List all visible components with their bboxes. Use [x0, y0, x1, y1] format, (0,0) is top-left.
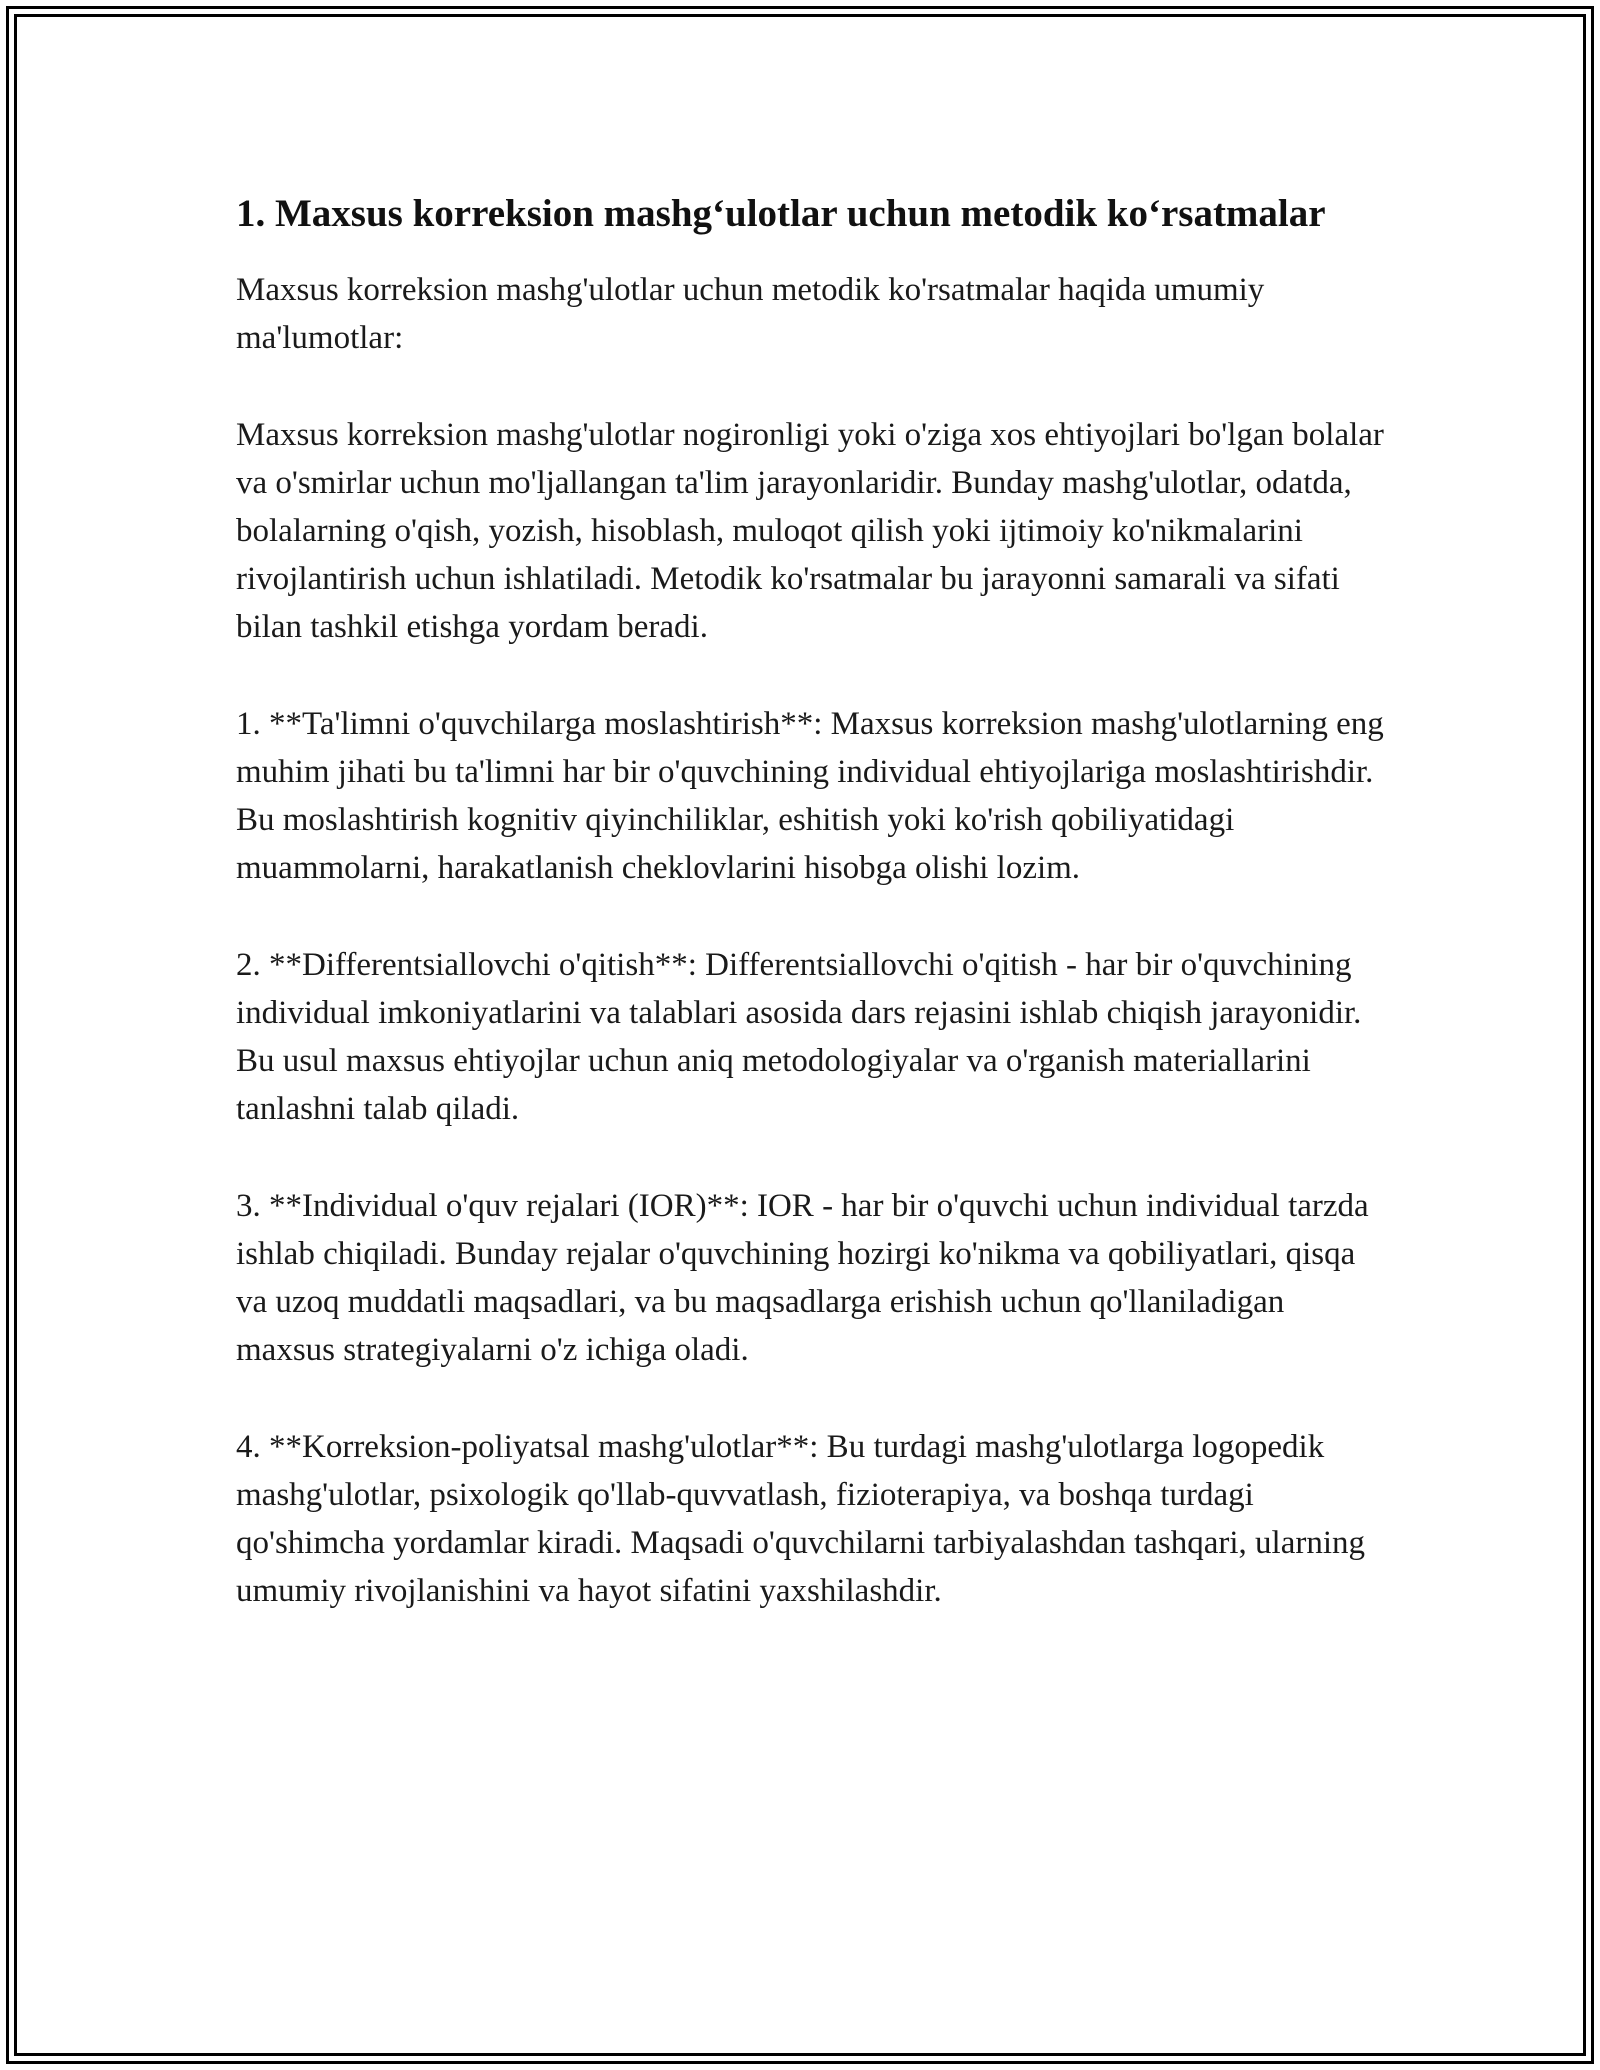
intro-paragraph: Maxsus korreksion mashg'ulotlar uchun metodik ko'rsatmalar haqida umumiy ma'lumotlar: — [236, 272, 1265, 357]
item-4-paragraph: 4. **Korreksion-poliyatsal mashg'ulotlar**: Bu turdagi mashg'ulotlarga logopedik mashg'ulotlar, psixologik qo'llab-quvvatlash, fizioterapiya, va boshqa turdagi qo'shimcha yordamlar kiradi. Maqsadi o'quvchilarni tarbiyalashdan tashqari, ularning umumiy rivojlanishini va hayot sifatini yaxshilashdir. — [236, 1428, 1365, 1610]
overview-paragraph: Maxsus korreksion mashg'ulotlar nogironligi yoki o'ziga xos ehtiyojlari bo'lgan bolalar va o'smirlar uchun mo'ljallangan ta'lim jarayonlaridir. Bunday mashg'ulotlar, odatda, bolalarning o'qish, yozish, hisoblash, muloqot qilish yoki ijtimoiy ko'nikmalarini rivojlantirish uchun ishlatiladi. Metodik ko'rsatmalar bu jarayonni samarali va sifati bilan tashkil etishga yordam beradi. — [236, 416, 1384, 646]
document-body — [236, 186, 1386, 1616]
item-2-paragraph: 2. **Differentsiallovchi o'qitish**: Differentsiallovchi o'qitish - har bir o'quvchining individual imkoniyatlarini va talablari asosida dars rejasini ishlab chiqish jarayonidir. Bu usul maxsus ehtiyojlar uchun aniq metodologiyalar va o'rganish materiallarini tanlashni talab qiladi. — [236, 946, 1362, 1128]
item-3-paragraph: 3. **Individual o'quv rejalari (IOR)**: IOR - har bir o'quvchi uchun individual tarzda ishlab chiqiladi. Bunday rejalar o'quvchining hozirgi ko'nikma va qobiliyatlari, qisqa va uzoq muddatli maqsadlari, va bu maqsadlarga erishish uchun qo'llaniladigan maxsus strategiyalarni o'z ichiga oladi. — [236, 1187, 1369, 1369]
item-1-paragraph: 1. **Ta'limni o'quvchilarga moslashtirish**: Maxsus korreksion mashg'ulotlarning eng muhim jihati bu ta'limni har bir o'quvchining individual ehtiyojlariga moslashtirishdir. Bu moslashtirish kognitiv qiyinchiliklar, eshitish yoki ko'rish qobiliyatidagi muammolarni, harakatlanish cheklovlarini hisobga olishi lozim. — [236, 705, 1384, 887]
document-title: 1. Maxsus korreksion mashg‘ulotlar uchun metodik ko‘rsatmalar — [236, 192, 1326, 235]
